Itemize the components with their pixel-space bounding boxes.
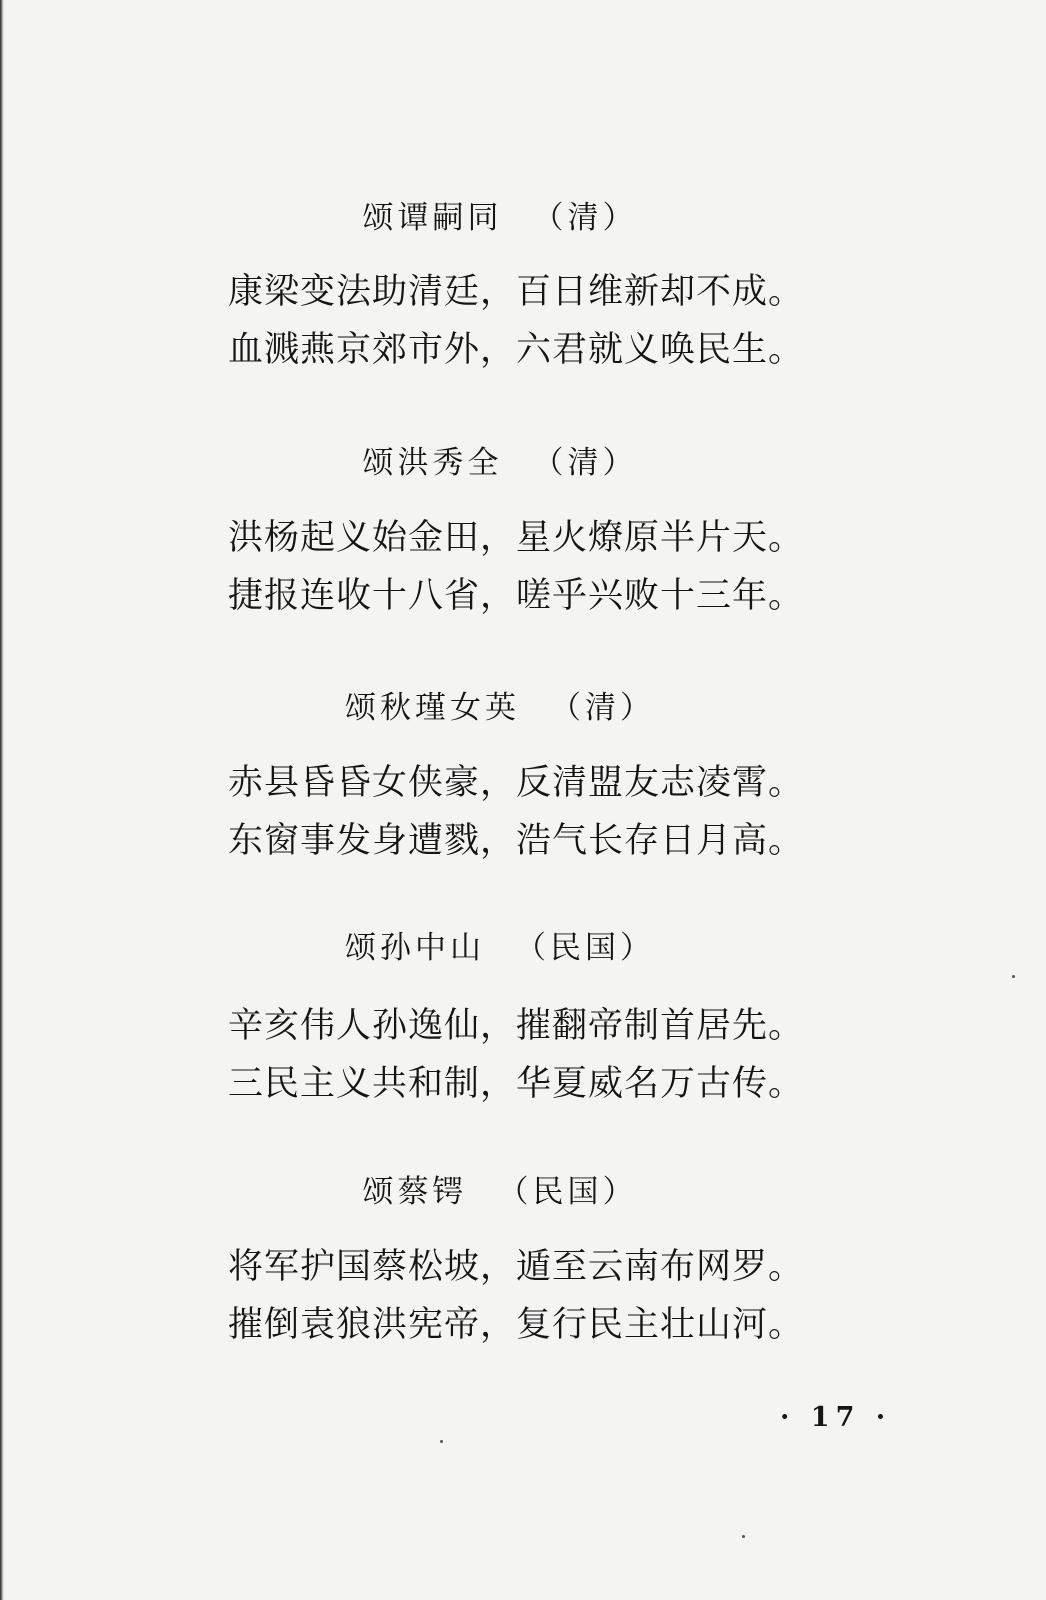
poem-title [0,922,1000,967]
scan-speck [742,1535,745,1538]
poem-title-text: 颂秋瑾女英 [345,690,520,726]
poem-line: 将军护国蔡松坡，遁至云南布网罗。 [228,1247,805,1287]
poem-title-text: 颂洪秀全 [362,445,503,481]
poem-line: 捷报连收十八省，嗟乎兴败十三年。 [228,576,805,616]
poem-title [0,437,1000,482]
poem-era: （清） [532,445,638,481]
scan-speck [1012,975,1015,978]
poem-era: （清） [532,200,638,236]
poem-title [0,682,1000,727]
page-number: · 17 · [780,1402,892,1433]
poem-era: （民国） [497,1174,638,1210]
poem-title [0,192,1000,237]
poem-title-text: 颂谭嗣同 [362,200,503,236]
poem-line: 康梁变法助清廷，百日维新却不成。 [228,272,805,312]
poem-title-text: 颂孙中山 [345,930,485,966]
poem-era: （清） [550,690,655,726]
poem-era: （民国） [515,930,655,966]
poem-line: 洪杨起义始金田，星火燎原半片天。 [228,518,805,558]
poem-line: 三民主义共和制，华夏威名万古传。 [228,1064,805,1104]
poem-title-text: 颂蔡锷 [362,1174,468,1210]
poem-line: 摧倒袁狼洪宪帝，复行民主壮山河。 [228,1305,805,1345]
scan-speck [440,1440,443,1443]
poem-line: 血溅燕京郊市外，六君就义唤民生。 [228,330,805,370]
poem-line: 东窗事发身遭戮，浩气长存日月高。 [228,821,805,861]
poem-title [0,1166,1000,1211]
poem-line: 赤县昏昏女侠豪，反清盟友志凌霄。 [228,763,805,803]
poem-line: 辛亥伟人孙逸仙，摧翻帝制首居先。 [228,1006,805,1046]
scan-edge [0,0,4,1600]
